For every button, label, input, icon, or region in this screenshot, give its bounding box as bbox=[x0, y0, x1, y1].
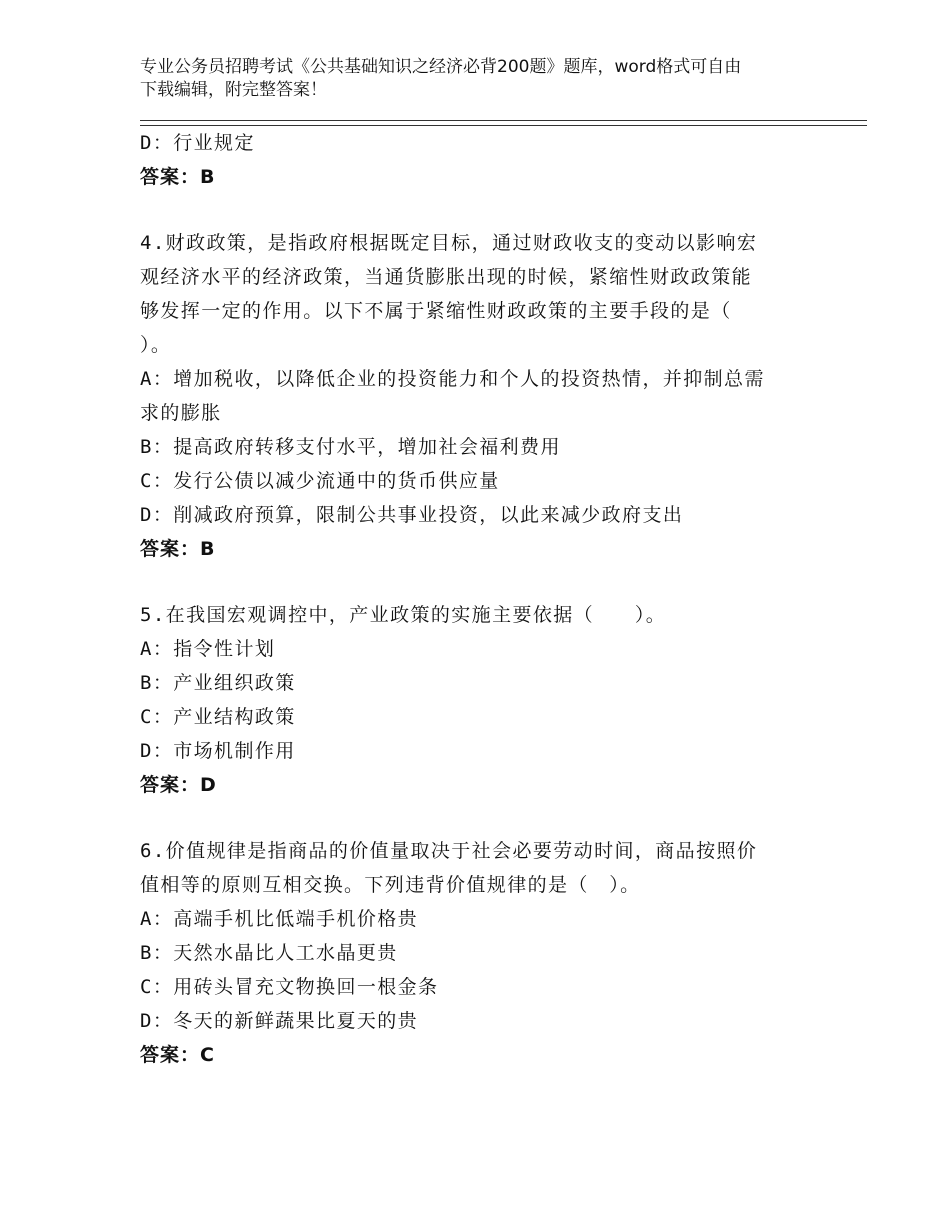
option-d: D：削减政府预算，限制公共事业投资，以此来减少政府支出 bbox=[140, 504, 684, 526]
question-5 bbox=[140, 598, 820, 802]
header-divider-top bbox=[140, 120, 867, 121]
answer: 答案：B bbox=[140, 166, 216, 188]
question-stem-line: 6.价值规律是指商品的价值量取决于社会必要劳动时间，商品按照价 bbox=[140, 840, 758, 862]
question-6 bbox=[140, 834, 820, 1072]
header-line-1: 专业公务员招聘考试《公共基础知识之经济必背200题》题库，word格式可自由 bbox=[140, 57, 742, 77]
question-stem-line: 够发挥一定的作用。以下不属于紧缩性财政政策的主要手段的是（ bbox=[140, 300, 732, 322]
option-d: D：行业规定 bbox=[140, 132, 255, 154]
option-d: D：市场机制作用 bbox=[140, 740, 296, 762]
question-stem-line: 5.在我国宏观调控中，产业政策的实施主要依据（ ）。 bbox=[140, 604, 667, 626]
option-a: A：指令性计划 bbox=[140, 638, 276, 660]
option-b: B：提高政府转移支付水平，增加社会福利费用 bbox=[140, 436, 561, 458]
header-line-2: 下载编辑，附完整答案！ bbox=[140, 80, 327, 100]
option-c: C：发行公债以减少流通中的货币供应量 bbox=[140, 470, 500, 492]
question-3-tail bbox=[140, 126, 820, 194]
answer: 答案：D bbox=[140, 774, 217, 796]
question-4 bbox=[140, 226, 820, 566]
option-a-line: 求的膨胀 bbox=[140, 402, 222, 424]
option-b: B：产业组织政策 bbox=[140, 672, 296, 694]
option-a-line: A：增加税收，以降低企业的投资能力和个人的投资热情，并抑制总需 bbox=[140, 368, 765, 390]
page-header bbox=[140, 56, 820, 102]
option-c: C：产业结构政策 bbox=[140, 706, 296, 728]
option-a: A：高端手机比低端手机价格贵 bbox=[140, 908, 419, 930]
question-stem-line: 观经济水平的经济政策，当通货膨胀出现的时候，紧缩性财政政策能 bbox=[140, 266, 753, 288]
document-body bbox=[140, 126, 820, 1072]
question-stem-line: 4.财政政策，是指政府根据既定目标，通过财政收支的变动以影响宏 bbox=[140, 232, 758, 254]
question-stem-line: 值相等的原则互相交换。下列违背价值规律的是（ ）。 bbox=[140, 874, 641, 896]
answer: 答案：B bbox=[140, 538, 216, 560]
option-b: B：天然水晶比人工水晶更贵 bbox=[140, 942, 398, 964]
option-d: D：冬天的新鲜蔬果比夏天的贵 bbox=[140, 1010, 419, 1032]
spacer bbox=[140, 194, 820, 226]
spacer bbox=[140, 566, 820, 598]
answer: 答案：C bbox=[140, 1044, 215, 1066]
option-c: C：用砖头冒充文物换回一根金条 bbox=[140, 976, 439, 998]
question-stem-line: ）。 bbox=[140, 334, 172, 356]
spacer bbox=[140, 802, 820, 834]
